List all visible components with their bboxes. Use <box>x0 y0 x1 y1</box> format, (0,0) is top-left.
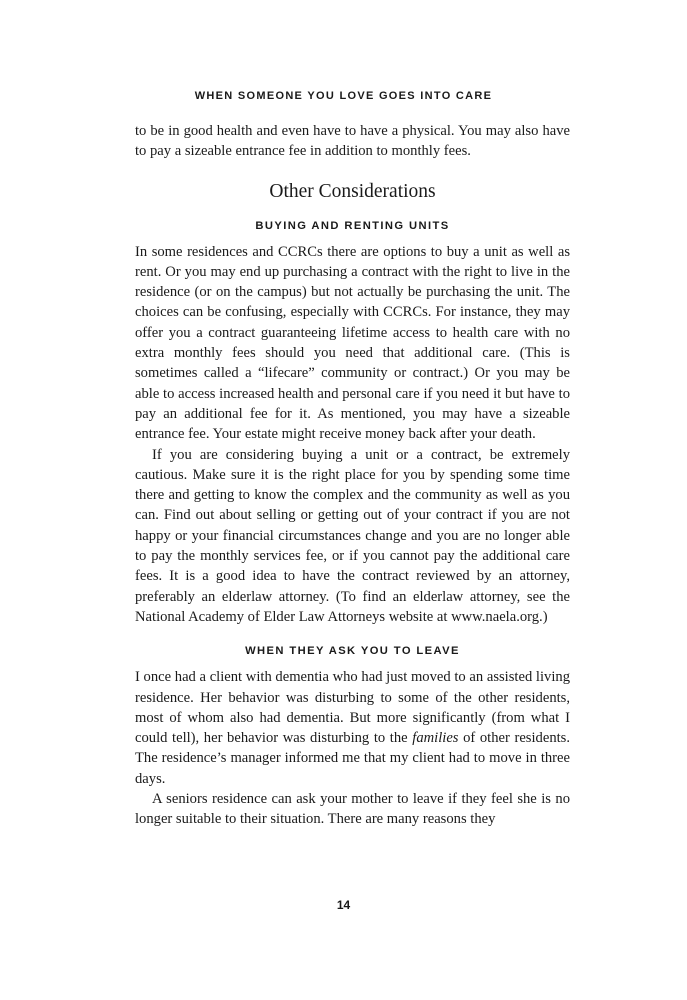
subsection-heading-ask-to-leave: WHEN THEY ASK YOU TO LEAVE <box>245 645 460 658</box>
paragraph-buying-2: If you are considering buying a unit or a contract, be extremely cautious. Make sure it is the right place for you by spending some time there and getting to know the complex and the community as well as you can. Find out about selling or getting out of your contract if you are not happy or your financial circumstances change and you are no longer able to pay the monthly services fee, or if you cannot pay the additional care fees. It is a good idea to have the contract reviewed by an attorney, preferably an elderlaw attorney. (To find an elderlaw attorney, see the National Academy of Elder Law Attorneys website at www.naela.org.) <box>135 446 570 625</box>
paragraph-leave-2: A seniors residence can ask your mother to leave if they feel she is no longer suitable to their situation. There are many reasons they <box>135 791 570 828</box>
intro-paragraph: to be in good health and even have to have a physical. You may also have to pay a sizeable entrance fee in addition to monthly fees. <box>135 123 570 160</box>
page-number: 14 <box>336 898 351 912</box>
paragraph-leave-1-part-a: I once had a client with dementia who had just moved to an assisted living residence. Her behavior was disturbing to some of the other residents, most of whom also had dementia. But more significantly (from what I could tell), her behavior was disturbing to the <box>135 669 570 747</box>
paragraph-buying-1: In some residences and CCRCs there are options to buy a unit as well as rent. Or you may end up purchasing a contract with the right to live in the residence (or on the campus) but not actually be purchasing the unit. The choices can be confusing, especially with CCRCs. For instance, they may offer you a contract guaranteeing lifetime access to health care with no extra monthly fees should you need that additional care. (This is sometimes called a “lifecare” community or contract.) Or you may be able to access increased health and personal care if you need it but have to pay an additional fee for it. As mentioned, you may have a sizeable entrance fee. Your estate might receive money back after your death. <box>135 243 570 443</box>
paragraph-leave-1 <box>135 667 570 789</box>
paragraph-leave-1-part-b: of other residents. The residence’s manager informed me that my client had to move in three days. <box>135 730 570 787</box>
paragraph-leave-1-italic: families <box>412 730 459 747</box>
subsection-heading-buying-renting: BUYING AND RENTING UNITS <box>255 219 450 232</box>
section-title: Other Considerations <box>269 180 436 202</box>
page-body <box>135 121 570 830</box>
running-head: WHEN SOMEONE YOU LOVE GOES INTO CARE <box>194 90 493 102</box>
